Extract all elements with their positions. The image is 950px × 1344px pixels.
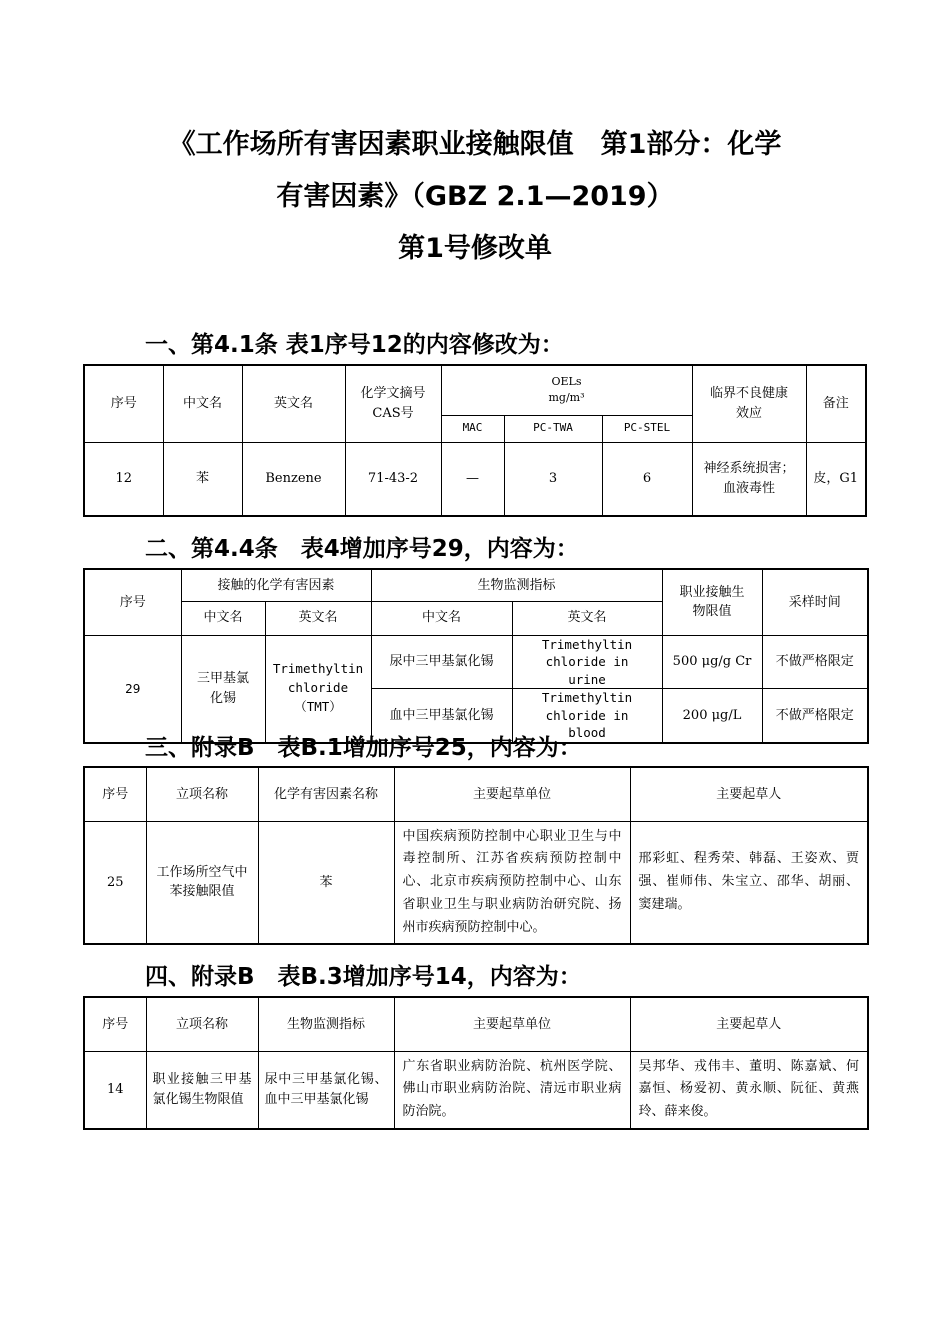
cell-cas: 71-43-2 — [345, 442, 441, 516]
header-seq: 序号 — [84, 569, 181, 635]
cell-effect: 神经系统损害；血液毒性 — [692, 442, 806, 516]
cell-cn-name: 三甲基氯化锡 — [181, 635, 265, 743]
cell-factor: 苯 — [258, 821, 394, 944]
header-cn-name: 中文名 — [163, 365, 242, 442]
header-indicator: 生物监测指标 — [371, 569, 662, 601]
cell-indicator-cn: 血中三甲基氯化锡 — [371, 689, 512, 743]
cell-limit: 200 μg/L — [662, 689, 762, 743]
cell-note: 皮，G1 — [806, 442, 866, 516]
cell-time: 不做严格限定 — [762, 689, 868, 743]
header-unit: 主要起草单位 — [394, 767, 630, 821]
header-seq: 序号 — [84, 365, 163, 442]
cell-cn-name: 苯 — [163, 442, 242, 516]
header-mac: MAC — [441, 415, 504, 442]
header-oels-unit: mg/m³ — [548, 391, 585, 405]
cell-people: 吴邦华、戎伟丰、董明、陈嘉斌、何嘉恒、杨爱初、黄永顺、阮征、黄燕玲、薛来俊。 — [630, 1051, 868, 1129]
table-row — [84, 635, 868, 689]
title-line-1: 《工作场所有害因素职业接触限值 第1部分：化学 — [168, 129, 782, 160]
cell-pc-twa: 3 — [504, 442, 602, 516]
section-1-heading: 一、第4.1条 表1序号12的内容修改为： — [145, 332, 564, 358]
cell-time: 不做严格限定 — [762, 635, 868, 689]
cell-limit: 500 μg/g Cr — [662, 635, 762, 689]
table-2 — [83, 568, 869, 744]
header-pc-stel: PC-STEL — [602, 415, 692, 442]
header-oels — [441, 365, 692, 415]
header-factor: 化学有害因素名称 — [258, 767, 394, 821]
header-cas — [345, 365, 441, 442]
table-3 — [83, 766, 869, 945]
cell-en-name: Benzene — [242, 442, 345, 516]
cell-indicator-en: Trimethyltin chloride in urine — [512, 635, 662, 689]
header-note: 备注 — [806, 365, 866, 442]
cell-indicator-en: Trimethyltin chloride in blood — [512, 689, 662, 743]
table-1 — [83, 364, 867, 517]
cell-en-name: Trimethyltin chloride（TMT） — [265, 635, 371, 743]
cell-seq: 25 — [84, 821, 146, 944]
header-indicator: 生物监测指标 — [258, 997, 394, 1051]
table-row — [84, 1051, 868, 1129]
section-4-heading: 四、附录B 表B.3增加序号14，内容为： — [145, 964, 582, 990]
cell-seq: 14 — [84, 1051, 146, 1129]
header-project: 立项名称 — [146, 767, 258, 821]
header-cn-name: 中文名 — [181, 601, 265, 635]
cell-pc-stel: 6 — [602, 442, 692, 516]
header-project: 立项名称 — [146, 997, 258, 1051]
header-cas-line2: CAS号 — [372, 405, 414, 421]
header-limit: 职业接触生物限值 — [662, 569, 762, 635]
cell-indicator-cn: 尿中三甲基氯化锡 — [371, 635, 512, 689]
cell-mac: — — [441, 442, 504, 516]
title-line-2: 有害因素》（GBZ 2.1—2019） — [276, 181, 674, 212]
document-title — [0, 122, 950, 265]
cell-project: 工作场所空气中苯接触限值 — [146, 821, 258, 944]
header-pc-twa: PC-TWA — [504, 415, 602, 442]
header-unit: 主要起草单位 — [394, 997, 630, 1051]
cell-unit: 中国疾病预防控制中心职业卫生与中毒控制所、江苏省疾病预防控制中心、北京市疾病预防控制中心、山东省职业卫生与职业病防治研究院、扬州市疾病预防控制中心。 — [394, 821, 630, 944]
section-2-heading: 二、第4.4条 表4增加序号29，内容为： — [145, 536, 579, 562]
cell-seq: 29 — [84, 635, 181, 743]
header-people: 主要起草人 — [630, 997, 868, 1051]
table-4 — [83, 996, 869, 1130]
cell-project: 职业接触三甲基氯化锡生物限值 — [146, 1051, 258, 1129]
header-factor: 接触的化学有害因素 — [181, 569, 371, 601]
section-3-heading: 三、附录B 表B.1增加序号25，内容为： — [145, 735, 582, 761]
header-en-name: 英文名 — [242, 365, 345, 442]
header-effect: 临界不良健康效应 — [692, 365, 806, 442]
header-indicator-en: 英文名 — [512, 601, 662, 635]
header-cas-line1: 化学文摘号 — [360, 386, 426, 402]
header-oels-label: OELs — [551, 374, 582, 388]
table-row — [84, 821, 868, 944]
header-people: 主要起草人 — [630, 767, 868, 821]
cell-unit: 广东省职业病防治院、杭州医学院、佛山市职业病防治院、清远市职业病防治院。 — [394, 1051, 630, 1129]
title-line-3: 第1号修改单 — [398, 233, 552, 264]
header-seq: 序号 — [84, 997, 146, 1051]
cell-seq: 12 — [84, 442, 163, 516]
table-row — [84, 442, 866, 516]
header-en-name: 英文名 — [265, 601, 371, 635]
header-seq: 序号 — [84, 767, 146, 821]
cell-people: 邢彩虹、程秀荣、韩磊、王姿欢、贾强、崔师伟、朱宝立、邵华、胡丽、窦建瑞。 — [630, 821, 868, 944]
header-indicator-cn: 中文名 — [371, 601, 512, 635]
cell-indicator: 尿中三甲基氯化锡、血中三甲基氯化锡 — [258, 1051, 394, 1129]
header-time: 采样时间 — [762, 569, 868, 635]
